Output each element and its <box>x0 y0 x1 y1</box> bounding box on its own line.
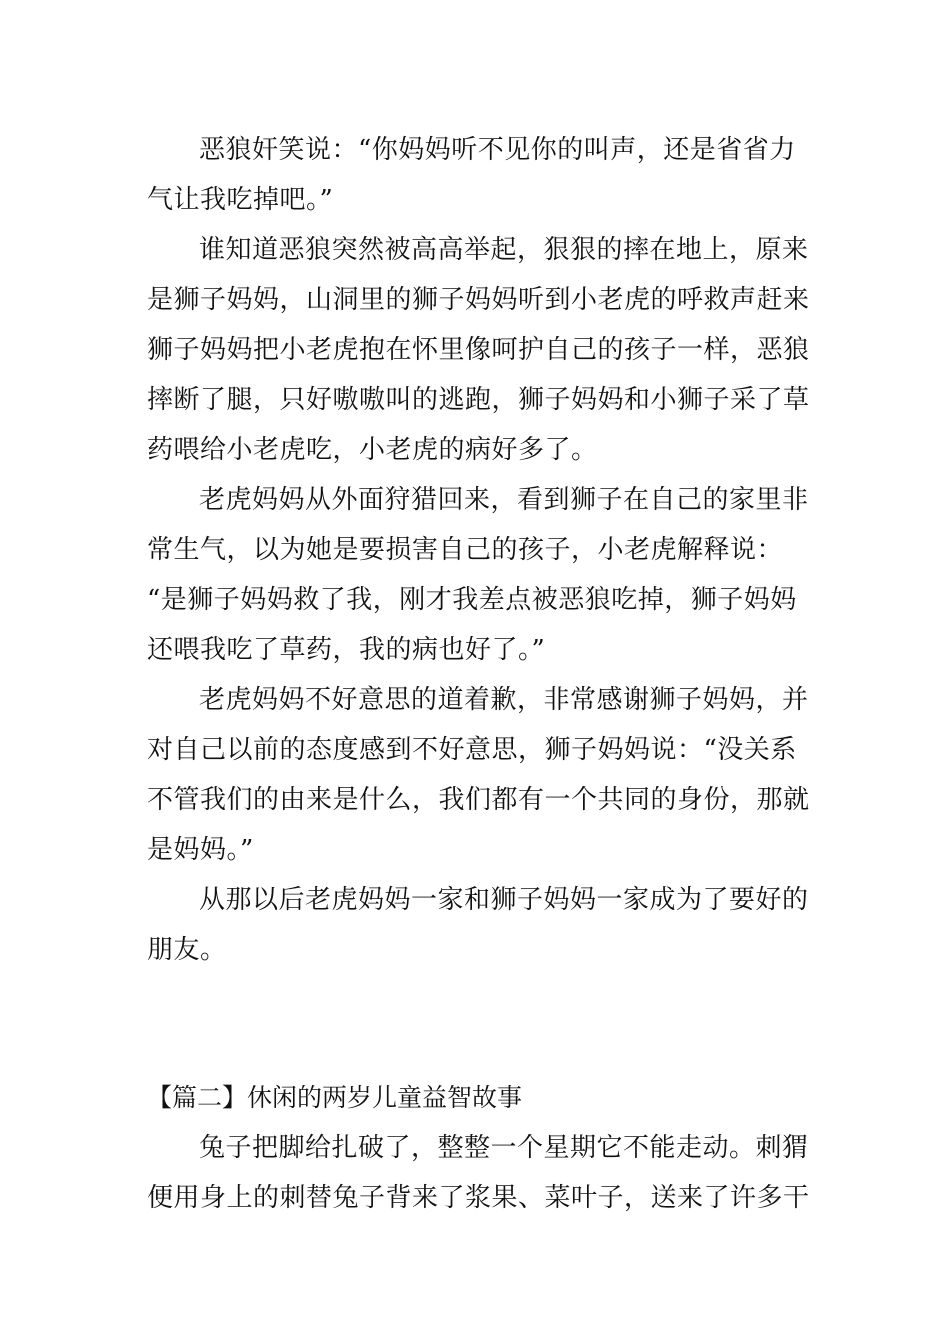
paragraph-4-line-2: 对自己以前的态度感到不好意思，狮子妈妈说：“没关系 <box>147 735 797 765</box>
paragraph-1-line-2: 气让我吃掉吧。” <box>147 185 334 215</box>
paragraph-3-line-3: “是狮子妈妈救了我，刚才我差点被恶狼吃掉，狮子妈妈 <box>147 585 797 615</box>
paragraph-3-line-4: 还喂我吃了草药，我的病也好了。” <box>147 635 546 665</box>
paragraph-1-line-1: 恶狼奸笑说：“你妈妈听不见你的叫声，还是省省力 <box>199 135 796 165</box>
paragraph-5-line-2: 朋友。 <box>147 935 227 965</box>
paragraph-3-line-1: 老虎妈妈从外面狩猎回来，看到狮子在自己的家里非 <box>199 485 809 515</box>
paragraph-3-line-2: 常生气，以为她是要损害自己的孩子，小老虎解释说： <box>147 535 784 565</box>
paragraph-2-line-1: 谁知道恶狼突然被高高举起，狠狠的摔在地上，原来 <box>199 235 809 265</box>
paragraph-2-line-2: 是狮子妈妈，山洞里的狮子妈妈听到小老虎的呼救声赶来 <box>147 285 810 315</box>
paragraph-4-line-4: 是妈妈。” <box>147 835 254 865</box>
paragraph-4-line-1: 老虎妈妈不好意思的道着歉，非常感谢狮子妈妈，并 <box>199 685 809 715</box>
paragraph-2-line-3: 狮子妈妈把小老虎抱在怀里像呵护自己的孩子一样，恶狼 <box>147 335 810 365</box>
section-heading: 【篇二】休闲的两岁儿童益智故事 <box>147 1083 523 1112</box>
section-paragraph-line-2: 便用身上的刺替兔子背来了浆果、菜叶子，送来了许多干 <box>147 1183 810 1213</box>
paragraph-2-line-5: 药喂给小老虎吃，小老虎的病好多了。 <box>147 435 598 465</box>
paragraph-4-line-3: 不管我们的由来是什么，我们都有一个共同的身份，那就 <box>147 785 810 815</box>
paragraph-2-line-4: 摔断了腿，只好嗷嗷叫的逃跑，狮子妈妈和小狮子采了草 <box>147 385 810 415</box>
section-paragraph-line-1: 兔子把脚给扎破了，整整一个星期它不能走动。刺猬 <box>199 1133 809 1163</box>
paragraph-5-line-1: 从那以后老虎妈妈一家和狮子妈妈一家成为了要好的 <box>199 885 809 915</box>
